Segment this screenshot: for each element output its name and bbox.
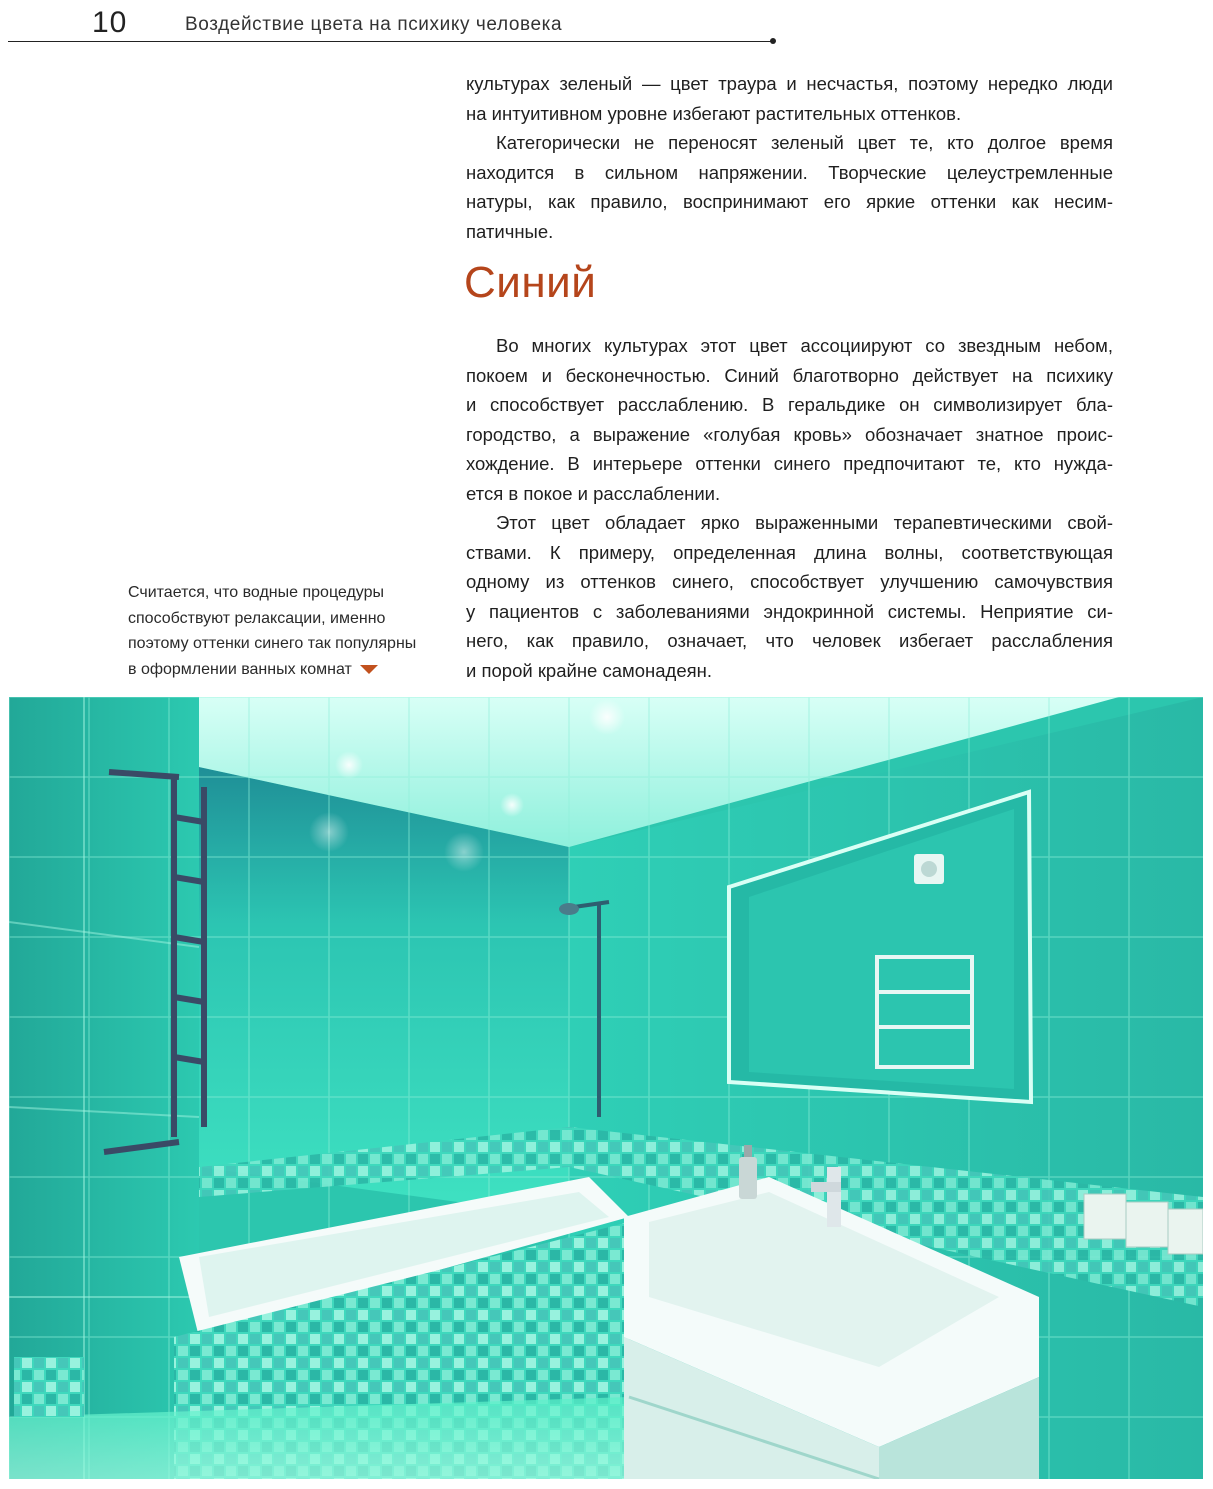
photo-caption: [128, 580, 418, 682]
section-paragraph-1: [466, 331, 1113, 508]
text-line: культурах зеленый — цвет траура и несчастья, поэтому нередко люди: [466, 73, 1113, 94]
text-line: натуры, как правило, воспринимают его яркие оттенки как несим-: [466, 191, 1113, 212]
caption-line: способствуют релаксации, именно: [128, 609, 386, 627]
text-line: на интуитивном уровне избегают растительных оттенков.: [466, 102, 962, 124]
text-line: него, как правило, означает, что человек избегает расслабления: [466, 630, 1113, 651]
wall-switch: [1126, 1202, 1168, 1247]
page-number: 10: [92, 6, 128, 39]
mosaic-patch: [14, 1357, 84, 1417]
text-line: патичные.: [466, 220, 554, 242]
intro-paragraph-1: [466, 69, 1113, 128]
section-paragraph-2: [466, 508, 1113, 685]
triangle-down-icon: [360, 665, 378, 674]
text-line: и способствует расслаблению. В геральдике он символизирует бла-: [466, 394, 1113, 415]
wall-switch: [1168, 1209, 1203, 1254]
caption-line: поэтому оттенки синего так популярны: [128, 635, 417, 652]
faucet: [827, 1167, 841, 1227]
caption-line: Считается, что водные процедуры: [128, 584, 385, 601]
text-line: Категорически не переносят зеленый цвет те, кто долгое время: [496, 132, 1113, 153]
header-rule: [8, 41, 774, 42]
text-line: и порой крайне самонадеян.: [466, 659, 712, 681]
soap-dispenser: [739, 1157, 757, 1199]
text-line: у пациентов с заболеваниями эндокринной системы. Неприятие си-: [466, 600, 1113, 622]
wall-switch: [1084, 1194, 1126, 1239]
text-line: одному из оттенков синего, способствует улучшению самочувствия: [466, 571, 1113, 592]
bathroom-illustration: [9, 697, 1203, 1479]
running-title: Воздействие цвета на психику человека: [185, 14, 563, 35]
text-line: ствами. К примеру, определенная длина волны, соответствующая: [466, 541, 1113, 563]
text-line: городство, а выражение «голубая кровь» обозначает знатное проис-: [466, 423, 1113, 445]
bathroom-photo: [9, 697, 1203, 1479]
text-line: находится в сильном напряжении. Творческие целеустремленные: [466, 161, 1113, 183]
header-rule-dot: [770, 38, 776, 44]
caption-line: в оформлении ванных комнат: [128, 660, 352, 678]
text-line: ется в покое и расслаблении.: [466, 482, 721, 504]
text-line: Во многих культурах этот цвет ассоциируют со звездным небом,: [496, 335, 1113, 356]
text-line: хождение. В интерьере оттенки синего предпочитают те, кто нужда-: [466, 453, 1113, 474]
intro-paragraph-2: [466, 128, 1113, 246]
shower-head: [559, 903, 579, 915]
section-heading: Синий: [464, 258, 597, 307]
caption-line-last: [128, 657, 418, 683]
text-line: Этот цвет обладает ярко выраженными терапевтическими свой-: [496, 512, 1113, 533]
text-line: покоем и бесконечностью. Синий благотворно действует на психику: [466, 364, 1113, 386]
